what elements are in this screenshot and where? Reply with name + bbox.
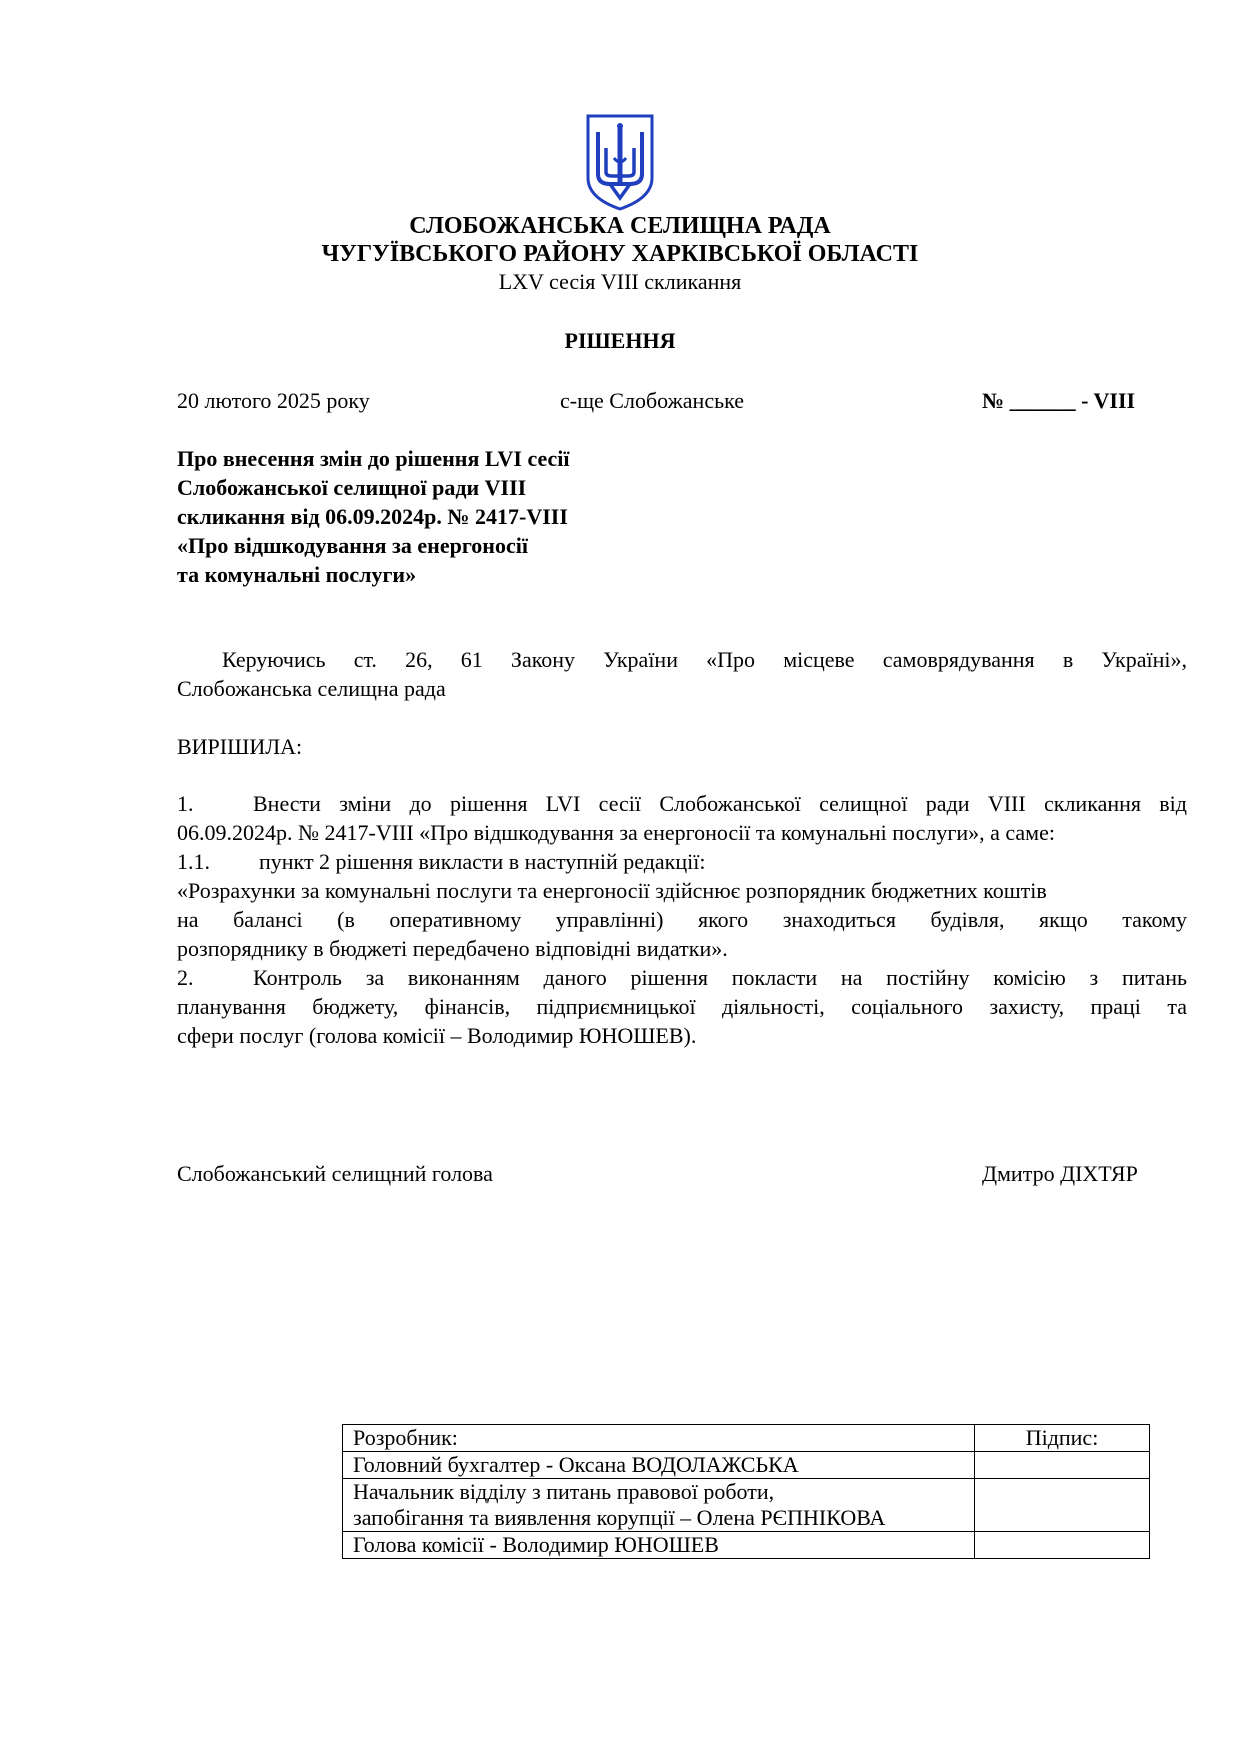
signature-cell: [975, 1479, 1150, 1532]
preamble-line1: Керуючись ст. 26, 61 Закону України «Про місцеве самоврядування в Україні»,: [222, 647, 1187, 672]
decision-subject: [177, 444, 570, 589]
table-header-signature: Підпис:: [975, 1425, 1150, 1452]
subject-line: та комунальні послуги»: [177, 562, 417, 587]
decision-place: с-ще Слобожанське: [560, 388, 745, 413]
signatory-name: Дмитро ДІХТЯР: [982, 1161, 1138, 1186]
table-row: [343, 1425, 1150, 1452]
subject-line: Про внесення змін до рішення LVI сесії: [177, 446, 570, 471]
signature-cell: [975, 1532, 1150, 1559]
subject-line: «Про відшкодування за енергоносії: [177, 533, 528, 558]
approver-cell: Голова комісії - Володимир ЮНОШЕВ: [343, 1532, 975, 1559]
subject-line: скликання від 06.09.2024р. № 2417-VIII: [177, 504, 568, 529]
council-name-line2: ЧУГУЇВСЬКОГО РАЙОНУ ХАРКІВСЬКОЇ ОБЛАСТІ: [321, 241, 919, 267]
document-type: РІШЕННЯ: [564, 328, 676, 353]
signatory-position: Слобожанський селищний голова: [177, 1161, 493, 1186]
item-number: 1.: [177, 791, 194, 816]
decision-date: 20 лютого 2025 року: [177, 388, 370, 413]
subject-line: Слобожанської селищної ради VIII: [177, 475, 527, 500]
resolved-heading: ВИРІШИЛА:: [177, 734, 303, 759]
approver-cell: Головний бухгалтер - Оксана ВОДОЛАЖСЬКА: [343, 1452, 975, 1479]
item-number: 1.1.: [177, 849, 210, 874]
signature-cell: [975, 1452, 1150, 1479]
coat-of-arms-icon: [584, 112, 656, 212]
item-1: 1. Внести зміни до рішення LVI сесії Слобожанської селищної ради VIII скликання від 06.09.2024р. № 2417-VIII «Про відшкодування за енергоносії та комунальні послуги», а саме: 1.1. пункт 2 рішення викласти в наступній редакції: «Розрахунки за комунальні послуги та енергоносії здійснює розпорядник бюджетних коштів на балансі (в оперативному управлінні) якого знаходиться будівля, якщо такому розпоряднику в бюджеті передбачено відповідні видатки». 2. Контроль за виконанням даного рішення покласти на постійну комісію з питань планування бюджету, фінансів, підприємницької діяльності, соціального захисту, праці та сфери послуг (голова комісії – Володимир ЮНОШЕВ).: [177, 791, 1187, 1048]
preamble-line2: Слобожанська селищна рада: [177, 676, 446, 701]
table-header-developer: Розробник:: [343, 1425, 975, 1452]
quote-line: на балансі (в оперативному управлінні) якого знаходиться будівля, якщо такому: [177, 907, 1187, 932]
council-name-line1: СЛОБОЖАНСЬКА СЕЛИЩНА РАДА: [409, 213, 831, 239]
table-row: [343, 1452, 1150, 1479]
table-row: [343, 1479, 1150, 1532]
approval-table: [342, 1424, 1150, 1559]
decision-number: № ______ - VIII: [982, 388, 1136, 413]
quote-line: «Розрахунки за комунальні послуги та енергоносії здійснює розпорядник бюджетних коштів: [177, 878, 1047, 903]
table-row: [343, 1532, 1150, 1559]
item-number: 2.: [177, 965, 194, 990]
quote-line: розпоряднику в бюджеті передбачено відповідні видатки».: [177, 936, 728, 961]
session-line: LXV сесія VIII скликання: [498, 269, 742, 294]
approver-cell: Начальник відділу з питань правової роботи, запобігання та виявлення корупції – Олена РЄПНІКОВА: [343, 1479, 975, 1532]
